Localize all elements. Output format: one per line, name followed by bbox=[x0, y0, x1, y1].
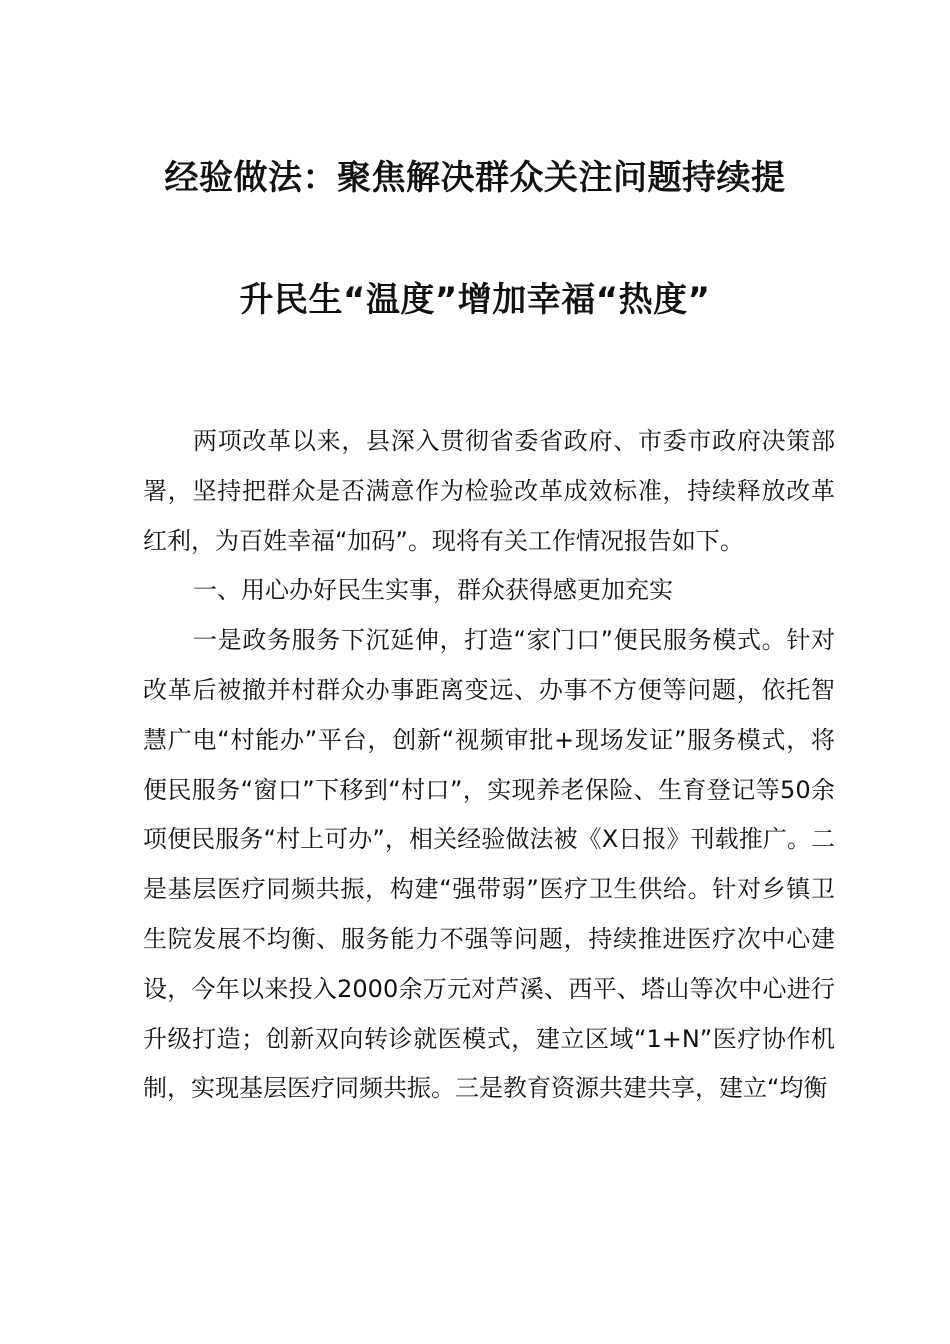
document-title-line-2: 升民生“温度”增加幸福“热度” bbox=[239, 280, 711, 320]
section-heading: 一、用心办好民生实事，群众获得感更加充实 bbox=[193, 576, 673, 605]
document-title-line-1: 经验做法：聚焦解决群众关注问题持续提 bbox=[164, 158, 786, 198]
body-paragraph: 一是政务服务下沉延伸，打造“家门口”便民服务模式。针对改革后被撤并村群众办事距离变远、办事不方便等问题，依托智慧广电“村能办”平台，创新“视频审批+现场发证”服务模式，将便民服务“窗口”下移到“村口”，实现养老保险、生育登记等50余项便民服务“村上可办”，相关经验做法被《X日报》刊载推广。二是基层医疗同频共振，构建“强带弱”医疗卫生供给。针对乡镇卫生院发展不均衡、服务能力不强等问题，持续推进医疗次中心建设，今年以来投入2000余万元对芦溪、西平、塔山等次中心进行升级打造；创新双向转诊就医模式，建立区域“1+N”医疗协作机制，实现基层医疗同频共振。三是教育资源共建共享，建立“均衡 bbox=[143, 626, 835, 1103]
intro-paragraph: 两项改革以来，县深入贯彻省委省政府、市委市政府决策部署，坚持把群众是否满意作为检验改革成效标准，持续释放改革红利，为百姓幸福“加码”。现将有关工作情况报告如下。 bbox=[143, 427, 835, 555]
document-body bbox=[143, 417, 835, 1114]
